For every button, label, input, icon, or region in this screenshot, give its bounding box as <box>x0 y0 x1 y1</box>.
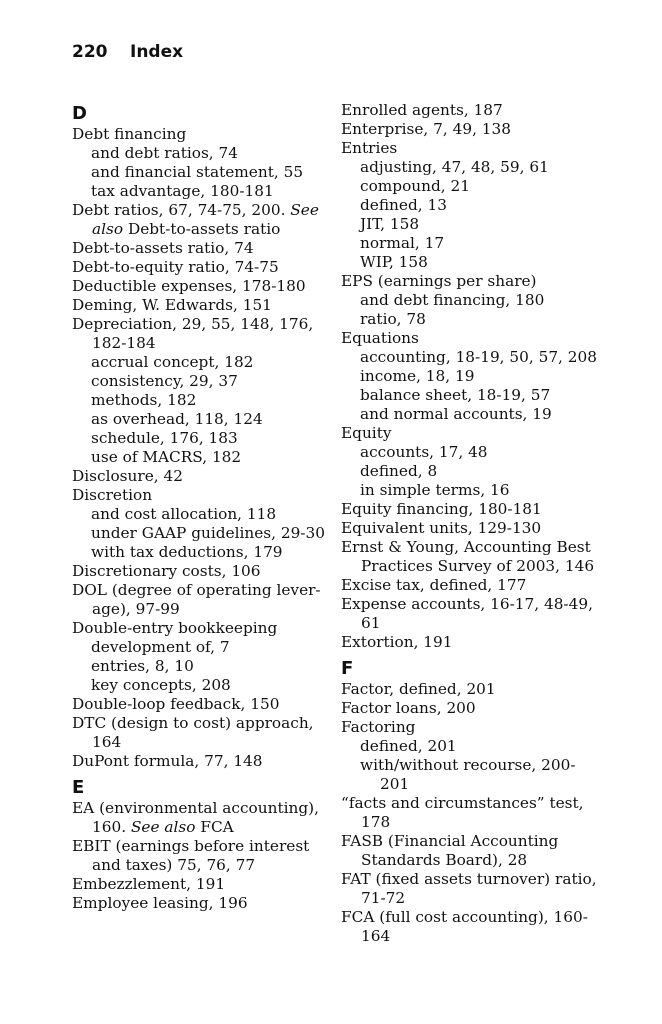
index-entry: Equity financing, 180-181 <box>341 500 542 518</box>
index-entry: Enrolled agents, 187 <box>341 101 503 119</box>
index-subentry: accrual concept, 182 <box>91 353 254 371</box>
index-entry: Debt-to-equity ratio, 74-75 <box>72 258 279 276</box>
index-subentry: and debt financing, 180 <box>360 291 545 309</box>
index-entry: FCA (full cost accounting), 160- 164 <box>341 908 588 945</box>
index-letter-heading: E <box>72 777 85 798</box>
index-entry: Discretionary costs, 106 <box>72 562 261 580</box>
index-entry: EPS (earnings per share) <box>341 272 537 290</box>
index-subentry: compound, 21 <box>360 177 470 195</box>
index-entry: Ernst & Young, Accounting Best Practices Survey of 2003, 146 <box>341 538 595 575</box>
index-entry: EBIT (earnings before interest and taxes) 75, 76, 77 <box>72 837 310 874</box>
entry-text: EA (environmental accounting), 160. <box>72 799 319 836</box>
index-entry: Equivalent units, 129-130 <box>341 519 542 537</box>
index-subentry: adjusting, 47, 48, 59, 61 <box>360 158 549 176</box>
index-entry: FAT (fixed assets turnover) ratio, 71-72 <box>341 870 597 907</box>
index-entry: DTC (design to cost) approach, 164 <box>72 714 314 751</box>
index-subentry: as overhead, 118, 124 <box>91 410 263 428</box>
index-subentry: income, 18, 19 <box>360 367 475 385</box>
see-also-target: Debt-to-assets ratio <box>127 220 281 238</box>
index-subentry: with/without recourse, 200-201 <box>360 756 576 793</box>
index-letter-heading: F <box>341 658 354 679</box>
index-entry: Excise tax, defined, 177 <box>341 576 527 594</box>
index-subentry: normal, 17 <box>360 234 445 252</box>
index-subentry: JIT, 158 <box>360 215 420 233</box>
index-subentry: and financial statement, 55 <box>91 163 304 181</box>
index-column-left <box>72 101 342 913</box>
index-entry: Employee leasing, 196 <box>72 894 248 912</box>
index-subentry: balance sheet, 18-19, 57 <box>360 386 551 404</box>
index-entry: Equations <box>341 329 419 347</box>
index-subentry: and normal accounts, 19 <box>360 405 552 423</box>
index-subentry: ratio, 78 <box>360 310 426 328</box>
see-also-target: FCA <box>200 818 234 836</box>
page-number: 220 <box>72 42 108 62</box>
index-subentry: accounts, 17, 48 <box>360 443 488 461</box>
index-letter-heading: D <box>72 103 87 124</box>
index-entry: Equity <box>341 424 392 442</box>
see-also-label: See also <box>130 818 196 836</box>
index-column-right <box>341 101 603 946</box>
index-subentry: development of, 7 <box>91 638 230 656</box>
index-entry: Enterprise, 7, 49, 138 <box>341 120 511 138</box>
see-also-label: See also <box>92 201 319 238</box>
index-subentry: tax advantage, 180-181 <box>91 182 274 200</box>
index-entry <box>72 799 342 837</box>
index-entry: Discretion <box>72 486 153 504</box>
index-subentry: accounting, 18-19, 50, 57, 208 <box>360 348 597 366</box>
index-entry <box>72 201 342 239</box>
index-entry: Extortion, 191 <box>341 633 453 651</box>
index-entry: Factor loans, 200 <box>341 699 476 717</box>
index-entry: Double-entry bookkeeping <box>72 619 278 637</box>
index-entry: Embezzlement, 191 <box>72 875 226 893</box>
index-subentry: defined, 13 <box>360 196 447 214</box>
index-subentry: key concepts, 208 <box>91 676 231 694</box>
index-entry: Double-loop feedback, 150 <box>72 695 280 713</box>
entry-text: Debt ratios, 67, 74-75, 200. <box>72 201 286 219</box>
index-entry: DOL (degree of operating lever- age), 97-99 <box>72 581 321 618</box>
index-entry: Depreciation, 29, 55, 148, 176, 182-184 <box>72 315 314 352</box>
index-entry: Debt-to-assets ratio, 74 <box>72 239 254 257</box>
index-entry: “facts and circumstances” test, 178 <box>341 794 584 831</box>
running-head <box>72 42 183 62</box>
index-subentry: methods, 182 <box>91 391 197 409</box>
index-entry: DuPont formula, 77, 148 <box>72 752 263 770</box>
index-subentry: entries, 8, 10 <box>91 657 194 675</box>
index-entry: Factoring <box>341 718 416 736</box>
index-subentry: consistency, 29, 37 <box>91 372 238 390</box>
index-entry: Debt financing <box>72 125 187 143</box>
index-subentry: and debt ratios, 74 <box>91 144 238 162</box>
index-subentry: defined, 8 <box>360 462 438 480</box>
index-subentry: under GAAP guidelines, 29-30 <box>91 524 325 542</box>
index-entry: Disclosure, 42 <box>72 467 183 485</box>
index-entry: Factor, defined, 201 <box>341 680 496 698</box>
index-entry: FASB (Financial Accounting Standards Board), 28 <box>341 832 559 869</box>
index-subentry: and cost allocation, 118 <box>91 505 277 523</box>
index-subentry: schedule, 176, 183 <box>91 429 238 447</box>
index-subentry: use of MACRS, 182 <box>91 448 242 466</box>
index-subentry: WIP, 158 <box>360 253 428 271</box>
index-subentry: in simple terms, 16 <box>360 481 510 499</box>
index-entry: Expense accounts, 16-17, 48-49, 61 <box>341 595 593 632</box>
index-subentry: defined, 201 <box>360 737 457 755</box>
index-entry: Deductible expenses, 178-180 <box>72 277 306 295</box>
index-subentry: with tax deductions, 179 <box>91 543 283 561</box>
page-title: Index <box>130 42 184 62</box>
index-entry: Deming, W. Edwards, 151 <box>72 296 272 314</box>
index-entry: Entries <box>341 139 398 157</box>
